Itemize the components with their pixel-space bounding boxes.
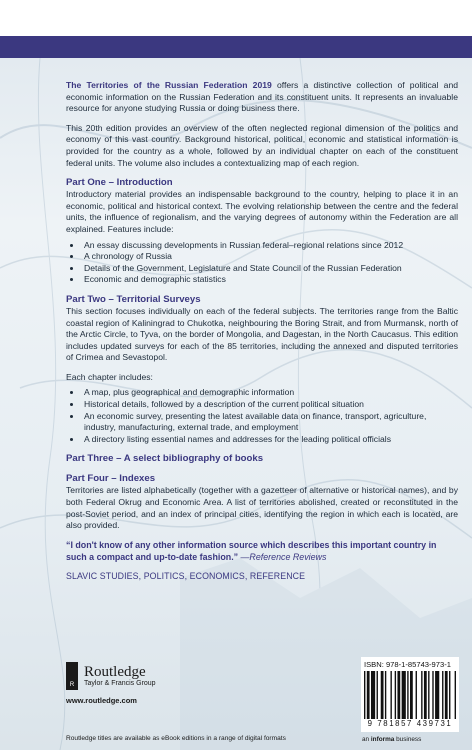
- intro-text: offers a distinctive collection of political and economic information on the Russian Federation and its constituent units. It represents an invaluable resource for anyone studying Russia or doing business there.: [66, 80, 458, 114]
- part-two-text: This section focuses individually on each of the federal subjects. The territories range from the Baltic coastal region of Kaliningrad to Chukotka, neighbouring the Boring Strait, and from Murmansk, north of the Arctic Circle, to Tyva, on the border of Mongolia, and Dagestan, in the North Caucasus. This edition includes updated surveys for each of the 85 territories, including the annexed and disputed territories of Crimea and Sevastopol.: [66, 305, 458, 363]
- intro-paragraph: [66, 80, 458, 115]
- list-item: • Details of the Government, Legislature and State Council of the Russian Federation: [82, 263, 458, 275]
- edition-paragraph: This 20th edition provides an overview of the often neglected regional dimension of the politics and economy of this vast country. Background historical, political, economic and statistical information is provided for the country as a whole, followed by an individual chapter on each of the constituent federal units. The volume also includes a contextualizing map of each region.: [66, 122, 458, 168]
- review-quote: [66, 540, 458, 564]
- part-four-text: Territories are listed alphabetically (together with a gazetteer of alternative or historical names), and by both Federal Okrug and Economic Area. A list of territories abolished, created or reconstituted in the post-Soviet period, and an index of principal cities, identifying the region in which each is located, are also provided.: [66, 485, 458, 531]
- informa-suffix: business: [394, 736, 422, 743]
- isbn-label: ISBN: 978-1-85743-973-1: [364, 660, 451, 669]
- routledge-logo-icon: R: [66, 662, 78, 690]
- barcode-graphic: [364, 671, 456, 719]
- ebook-note: Routledge titles are available as eBook editions in a range of digital formats: [66, 735, 286, 742]
- publisher-name: Routledge: [84, 664, 146, 680]
- list-item: • Historical details, followed by a description of the current political situation: [82, 399, 458, 411]
- list-item: • A map, plus geographical and demographic information: [82, 387, 458, 399]
- isbn-barcode-box: [361, 657, 459, 732]
- part-two-lead-in: Each chapter includes:: [66, 371, 153, 382]
- publisher-block: [66, 662, 156, 705]
- part-one-title: Part One – Introduction: [66, 177, 173, 189]
- informa-note: [362, 736, 421, 743]
- informa-prefix: an: [362, 736, 371, 743]
- list-item: • Economic and demographic statistics: [82, 274, 458, 286]
- part-two-title: Part Two – Territorial Surveys: [66, 293, 201, 305]
- part-three-title: Part Three – A select bibliography of books: [66, 453, 264, 465]
- header-color-bar: [0, 36, 472, 58]
- part-one-text: Introductory material provides an indispensable background to the country, helping to place it in an economic, political and historical context. The evolving relationship between the centre and the federal units, the influence of regionalism, and the varying degrees of autonomy within the Federation are all explained. Features include:: [66, 189, 458, 234]
- list-item: • A chronology of Russia: [82, 251, 458, 263]
- part-four-title: Part Four – Indexes: [66, 473, 156, 485]
- quote-text: “I don't know of any other information source which describes this important country in such a compact and up-to-date fashion.”: [66, 539, 437, 562]
- publisher-logo: [66, 662, 156, 690]
- list-item: • An economic survey, presenting the latest available data on finance, transport, agriculture, industry, manufacturing, external trade, and employment: [82, 411, 458, 434]
- publisher-website: www.routledge.com: [66, 696, 137, 705]
- part-one-list: [66, 240, 458, 286]
- back-cover-text: [66, 80, 458, 583]
- barcode-number: 9 781857 439731: [367, 719, 453, 728]
- subject-categories: SLAVIC STUDIES, POLITICS, ECONOMICS, REFERENCE: [66, 571, 306, 582]
- book-title: The Territories of the Russian Federation 2019: [66, 80, 272, 90]
- part-two-list: [66, 387, 458, 445]
- publisher-group: Taylor & Francis Group: [84, 680, 156, 687]
- list-item: • An essay discussing developments in Russian federal–regional relations since 2012: [82, 240, 458, 252]
- list-item: • A directory listing essential names and addresses for the leading political officials: [82, 434, 458, 446]
- informa-name: informa: [370, 736, 395, 743]
- top-white-band: [0, 0, 472, 36]
- quote-source: —Reference Reviews: [238, 551, 327, 562]
